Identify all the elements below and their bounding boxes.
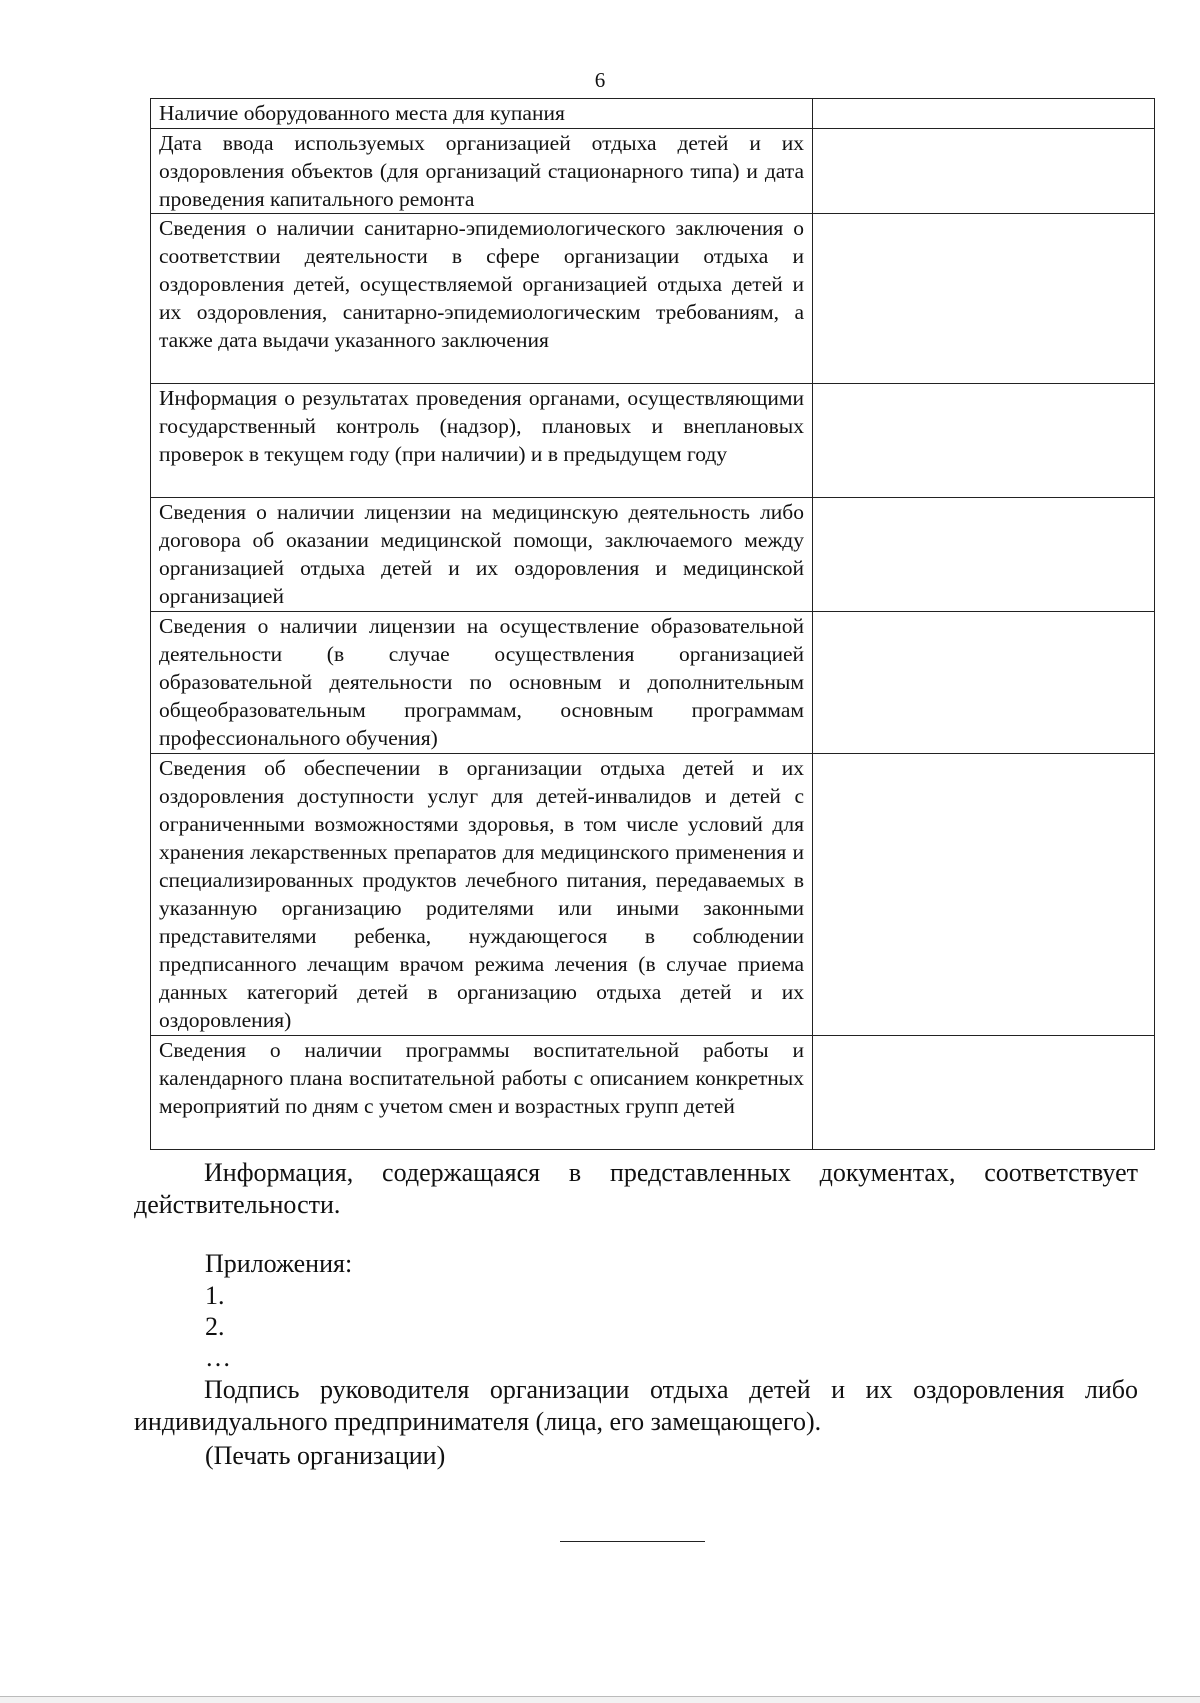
row-value <box>813 754 1155 1036</box>
table-row <box>151 498 1155 612</box>
row-label: Сведения о наличии лицензии на осуществление образовательной деятельности (в случае осуществления организацией образовательной деятельности по основным и дополнительным общеобразовательным программам, основным программам профессионального обучения) <box>151 612 813 754</box>
row-value <box>813 612 1155 754</box>
table-row <box>151 129 1155 214</box>
row-label: Информация о результатах проведения органами, осуществляющими государственный контроль (надзор), плановых и внеплановых проверок в текущем году (при наличии) и в предыдущем году <box>151 384 813 498</box>
row-label: Наличие оборудованного места для купания <box>151 99 813 129</box>
table-row <box>151 1036 1155 1150</box>
attachment-item: … <box>205 1343 231 1372</box>
end-divider <box>560 1541 705 1542</box>
seal-text: (Печать организации) <box>205 1441 446 1470</box>
row-value <box>813 384 1155 498</box>
table-row <box>151 612 1155 754</box>
attachments-heading: Приложения: <box>205 1249 353 1278</box>
row-value <box>813 214 1155 384</box>
statement-paragraph: Информация, содержащаяся в представленных документах, соответствует действительности. <box>134 1158 1138 1219</box>
row-value <box>813 129 1155 214</box>
row-value <box>813 99 1155 129</box>
row-label: Сведения о наличии санитарно-эпидемиологического заключения о соответствии деятельности в сфере организации отдыха и оздоровления детей, осуществляемой организацией отдыха детей и их оздоровления, санитарно-эпидемиологическим требованиям, а также дата выдачи указанного заключения <box>151 214 813 384</box>
table-row <box>151 214 1155 384</box>
row-value <box>813 1036 1155 1150</box>
signature-paragraph: Подпись руководителя организации отдыха детей и их оздоровления либо индивидуального предпринимателя (лица, его замещающего). <box>134 1375 1138 1436</box>
page-number: 6 <box>594 68 606 92</box>
attachment-item: 2. <box>205 1312 225 1341</box>
row-label: Дата ввода используемых организацией отдыха детей и их оздоровления объектов (для организаций стационарного типа) и дата проведения капитального ремонта <box>151 129 813 214</box>
row-label: Сведения об обеспечении в организации отдыха детей и их оздоровления доступности услуг для детей-инвалидов и детей с ограниченными возможностями здоровья, в том числе условий для хранения лекарственных препаратов для медицинского применения и специализированных продуктов лечебного питания, передаваемых в указанную организацию родителями или иными законными представителями ребенка, нуждающегося в соблюдении предписанного лечащим врачом режима лечения (в случае приема данных категорий детей в организацию отдыха детей и их оздоровления) <box>151 754 813 1036</box>
form-table <box>150 98 1155 1150</box>
row-value <box>813 498 1155 612</box>
row-label: Сведения о наличии программы воспитательной работы и календарного плана воспитательной работы с описанием конкретных мероприятий по дням с учетом смен и возрастных групп детей <box>151 1036 813 1150</box>
table-row <box>151 99 1155 129</box>
table-row <box>151 384 1155 498</box>
attachment-item: 1. <box>205 1281 225 1310</box>
row-label: Сведения о наличии лицензии на медицинскую деятельность либо договора об оказании медицинской помощи, заключаемого между организацией отдыха детей и их оздоровления и медицинской организацией <box>151 498 813 612</box>
table-row <box>151 754 1155 1036</box>
